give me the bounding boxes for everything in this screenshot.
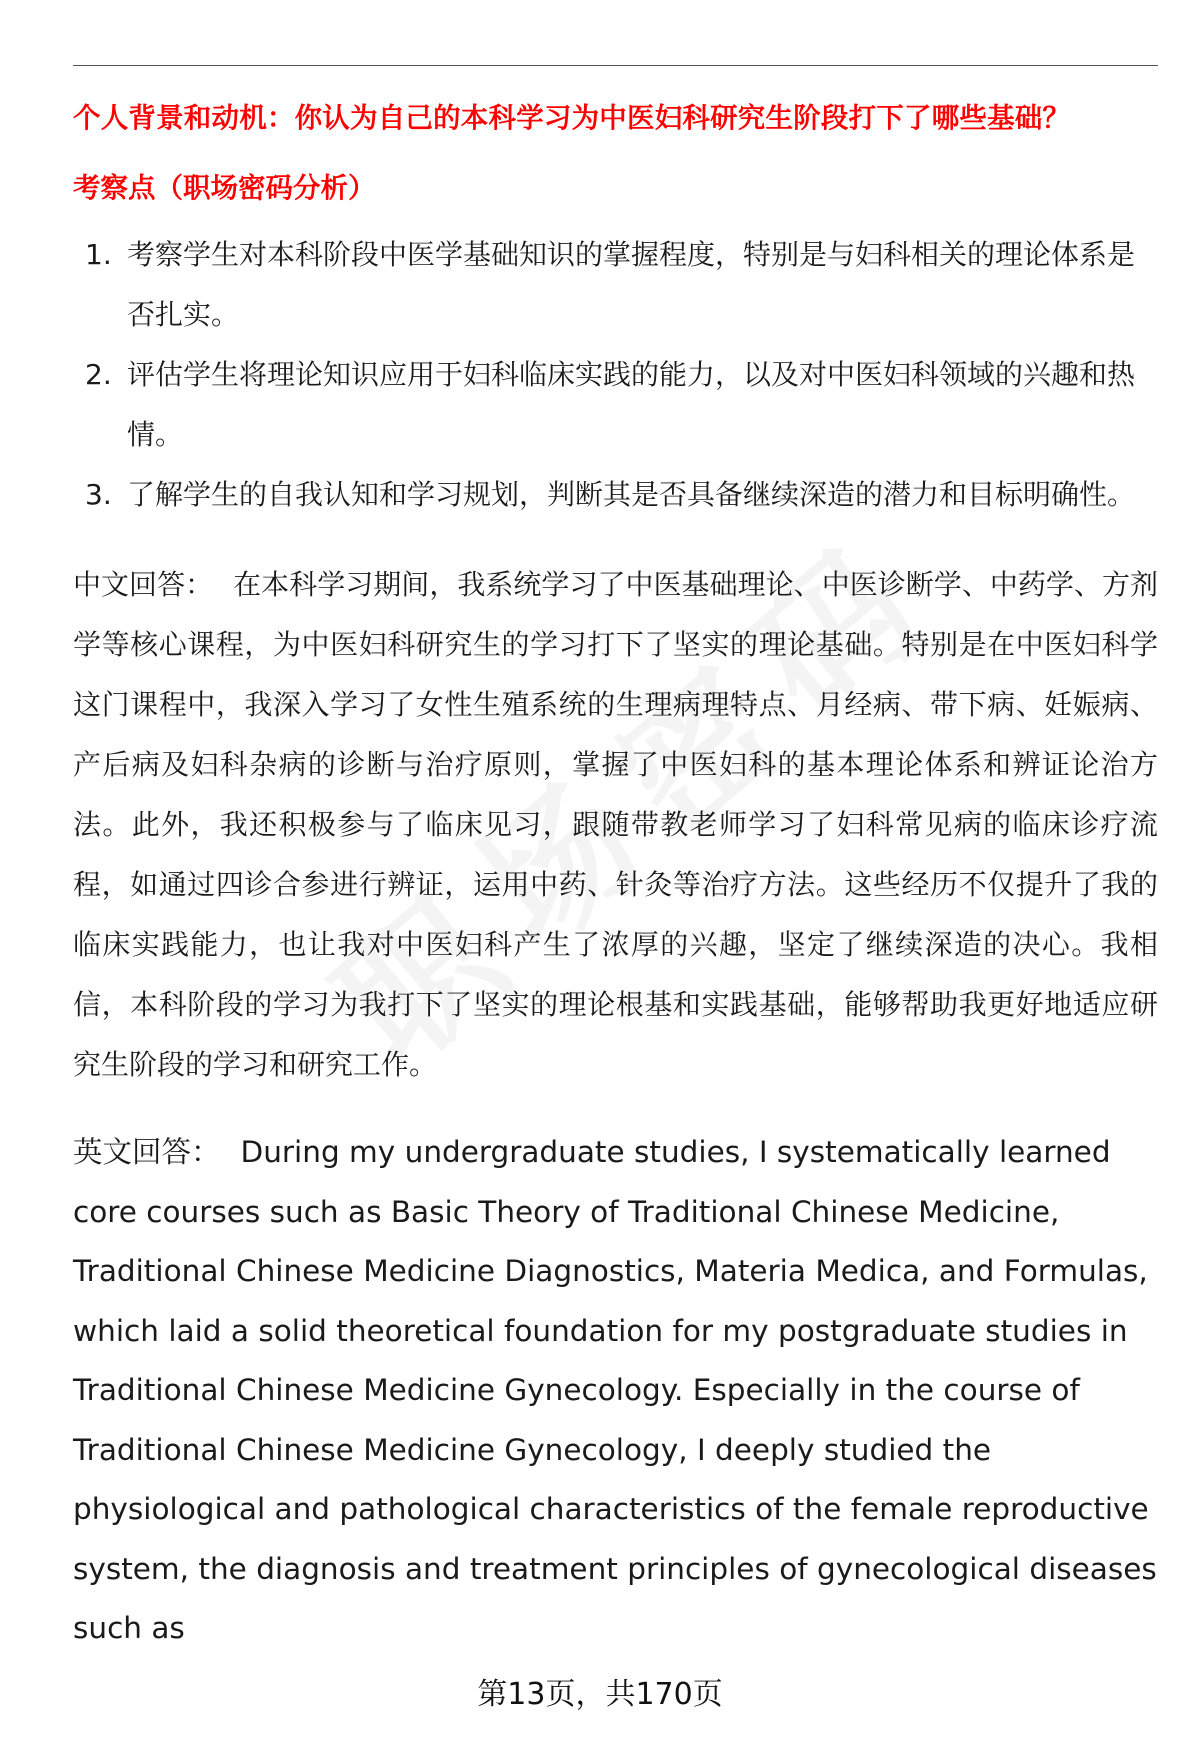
english-answer (73, 1123, 1158, 1659)
point-text: 考察学生对本科阶段中医学基础知识的掌握程度，特别是与妇科相关的理论体系是否扎实。 (127, 238, 1136, 331)
assessment-point (73, 225, 1158, 345)
chinese-answer (73, 555, 1158, 1095)
page-number: 第13页，共170页 (477, 1677, 723, 1712)
point-text: 评估学生将理论知识应用于妇科临床实践的能力，以及对中医妇科领域的兴趣和热情。 (127, 358, 1136, 451)
point-number: 1. (85, 238, 112, 271)
english-answer-label: 英文回答： (73, 1135, 221, 1169)
point-text: 了解学生的自我认知和学习规划，判断其是否具备继续深造的潜力和目标明确性。 (127, 478, 1136, 511)
page-content (73, 95, 1158, 1659)
point-number: 2. (85, 358, 112, 391)
chinese-answer-text: 在本科学习期间，我系统学习了中医基础理论、中医诊断学、中药学、方剂学等核心课程，为中医妇科研究生的学习打下了坚实的理论基础。特别是在中医妇科学这门课程中，我深入学习了女性生殖系统的生理病理特点、月经病、带下病、妊娠病、产后病及妇科杂病的诊断与治疗原则，掌握了中医妇科的基本理论体系和辨证论治方法。此外，我还积极参与了临床见习，跟随带教老师学习了妇科常见病的临床诊疗流程，如通过四诊合参进行辨证，运用中药、针灸等治疗方法。这些经历不仅提升了我的临床实践能力，也让我对中医妇科产生了浓厚的兴趣，坚定了继续深造的决心。我相信，本科阶段的学习为我打下了坚实的理论根基和实践基础，能够帮助我更好地适应研究生阶段的学习和研究工作。 (73, 568, 1158, 1081)
assessment-point-list (73, 225, 1158, 525)
question-heading: 个人背景和动机：你认为自己的本科学习为中医妇科研究生阶段打下了哪些基础？ (73, 102, 1071, 134)
header-rule (73, 65, 1158, 66)
assessment-point (73, 345, 1158, 465)
english-answer-text: During my undergraduate studies, I systematically learned core courses such as Basic Theory of Traditional Chinese Medicine, Traditional Chinese Medicine Diagnostics, Materia Medica, and Formulas, which laid a solid theoretical foundation for my postgraduate studies in Traditional Chinese Medicine Gynecology. Especially in the course of Traditional Chinese Medicine Gynecology, I deeply studied the physiological and pathological characteristics of the female reproductive system, the diagnosis and treatment principles of gynecological diseases such as (73, 1135, 1157, 1645)
assessment-point (73, 465, 1158, 525)
chinese-answer-label: 中文回答： (73, 568, 214, 601)
assessment-heading: 考察点（职场密码分析） (73, 172, 376, 204)
point-number: 3. (85, 478, 112, 511)
